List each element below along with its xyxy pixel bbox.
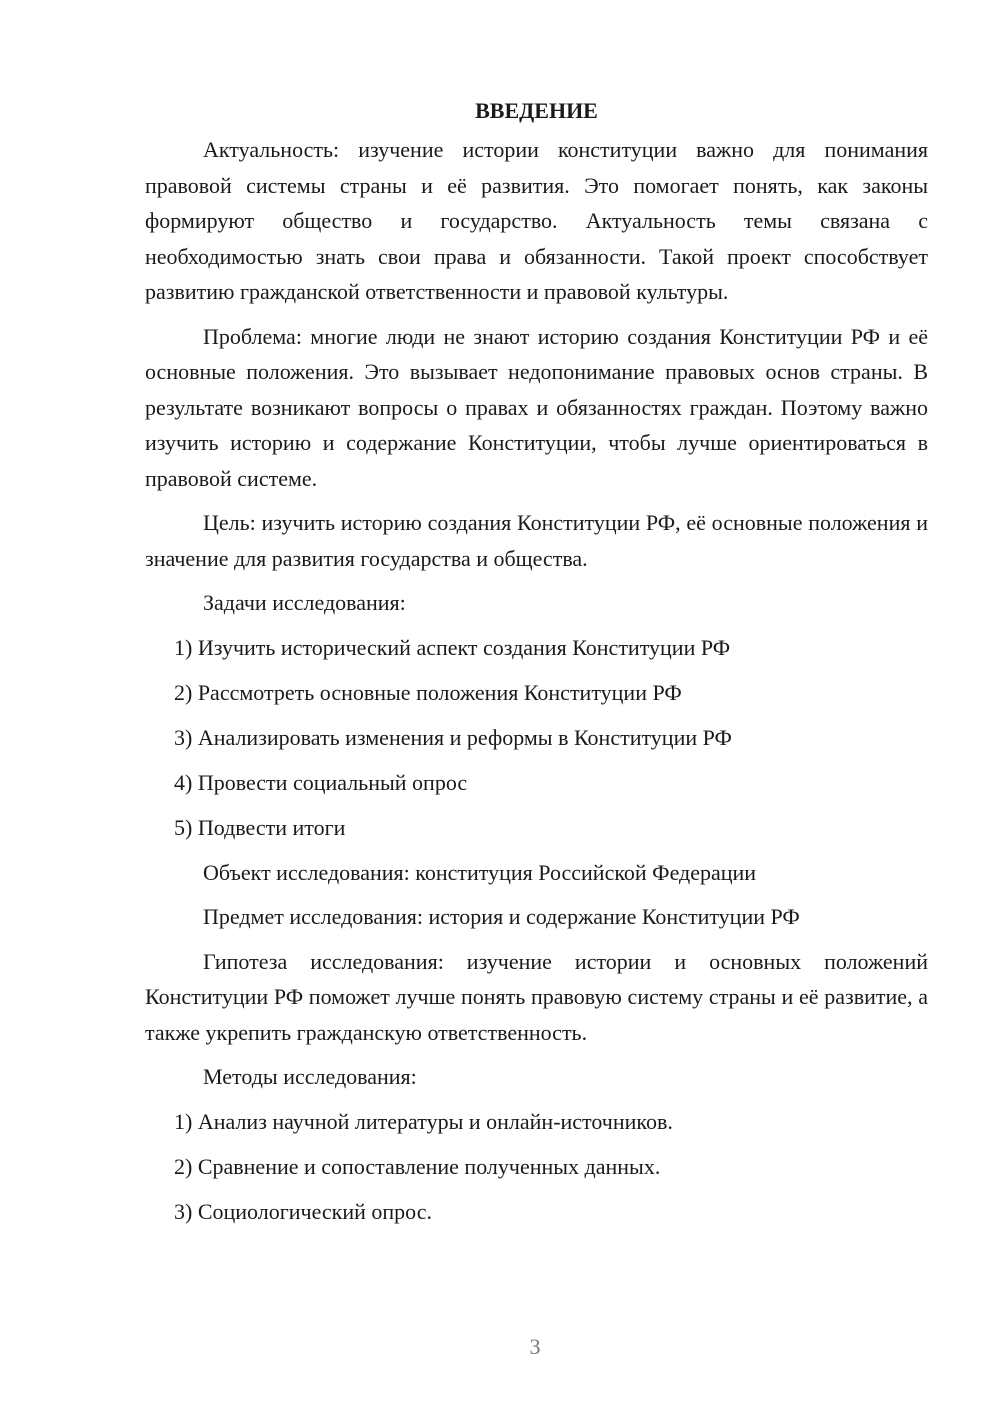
tasks-heading: Задачи исследования: — [203, 590, 406, 615]
list-item: 2) Рассмотреть основные положения Конституции РФ — [174, 679, 682, 705]
tasks-list — [145, 630, 928, 846]
page-number: 3 — [529, 1334, 541, 1359]
paragraph-problem: Проблема: многие люди не знают историю создания Конституции РФ и её основные положения. Это вызывает недопонимание правовых основ страны. В результате возникают вопросы о правах и обязанностях граждан. Поэтому важно изучить историю и содержание Конституции, чтобы лучше ориентироваться в правовой системе. — [145, 323, 928, 491]
paragraph-relevance: Актуальность: изучение истории конституции важно для понимания правовой системы страны и её развития. Это помогает понять, как законы формируют общество и государство. Актуальность темы связана с необходимостью знать свои права и обязанности. Такой проект способствует развитию гражданской ответственности и правовой культуры. — [145, 137, 928, 304]
list-item: 2) Сравнение и сопоставление полученных данных. — [174, 1153, 661, 1179]
list-item: 1) Анализ научной литературы и онлайн-источников. — [174, 1108, 673, 1134]
paragraph-goal: Цель: изучить историю создания Конституции РФ, её основные положения и значение для развития государства и общества. — [145, 510, 928, 571]
list-item: 4) Провести социальный опрос — [174, 769, 468, 795]
list-item: 3) Анализировать изменения и реформы в Конституции РФ — [174, 724, 732, 750]
methods-heading: Методы исследования: — [203, 1064, 417, 1089]
paragraph-subject: Предмет исследования: история и содержание Конституции РФ — [203, 904, 800, 929]
page-title: ВВЕДЕНИЕ — [475, 98, 598, 123]
list-item: 5) Подвести итоги — [174, 814, 346, 840]
list-item: 3) Социологический опрос. — [174, 1198, 432, 1224]
document-page — [145, 96, 928, 1239]
paragraph-hypothesis: Гипотеза исследования: изучение истории и основных положений Конституции РФ поможет лучше понять правовую систему страны и её развитие, а также укрепить гражданскую ответственность. — [145, 948, 928, 1045]
paragraph-object: Объект исследования: конституция Российской Федерации — [203, 859, 757, 885]
methods-list — [145, 1104, 928, 1230]
list-item: 1) Изучить исторический аспект создания Конституции РФ — [174, 634, 731, 660]
